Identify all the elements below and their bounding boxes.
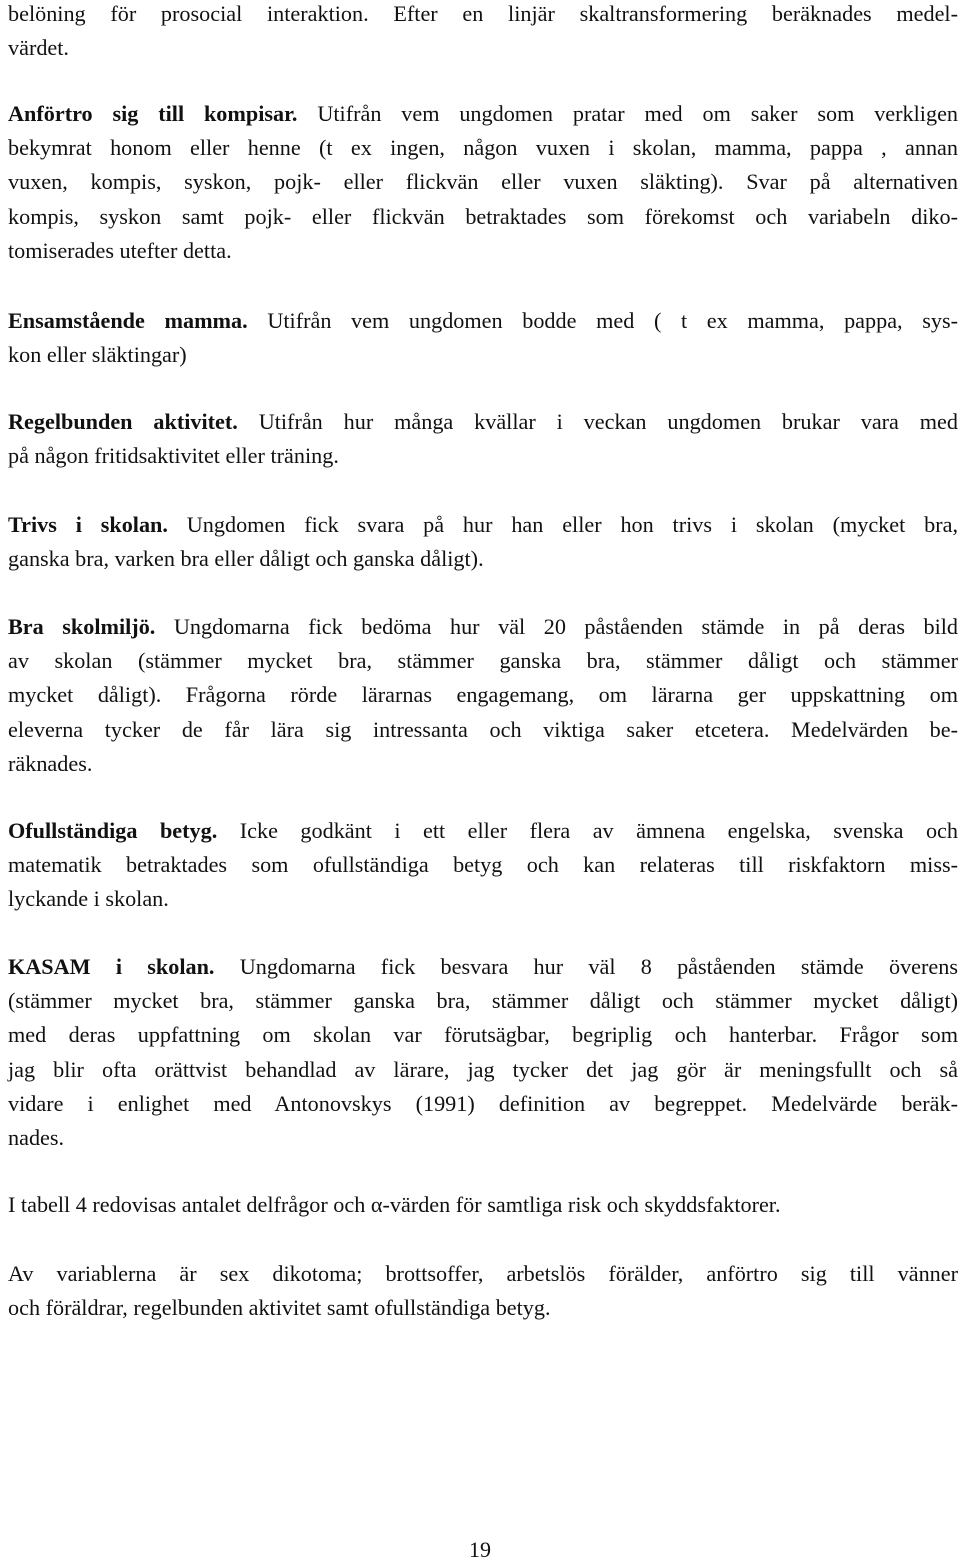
text-line: nades.: [8, 1125, 65, 1151]
text-line: kon eller släktingar): [8, 342, 187, 368]
text-line: [8, 950, 958, 984]
paragraph-heading: Ofullständiga betyg.: [8, 818, 218, 843]
text-run: Utifrån vem ungdomen pratar med om saker som verkligen: [297, 101, 959, 126]
text-line: (stämmer mycket bra, stämmer ganska bra, stämmer dåligt och stämmer mycket dåligt): [8, 988, 958, 1014]
paragraph-heading: Anförtro sig till kompisar.: [8, 101, 298, 126]
text-run: Utifrån vem ungdomen bodde med ( t ex mamma, pappa, sys-: [247, 308, 958, 333]
text-line: belöning för prosocial interaktion. Efter en linjär skaltransformering beräknades medel-: [8, 1, 958, 26]
paragraph-regelbunden: [8, 405, 958, 473]
text-line: jag blir ofta orättvist behandlad av lärare, jag tycker det jag gör är meningsfullt och så: [8, 1056, 958, 1082]
text-line: på någon fritidsaktivitet eller träning.: [8, 443, 339, 469]
text-line: tomiserades utefter detta.: [8, 237, 232, 263]
text-line: med deras uppfattning om skolan var förutsägbar, begriplig och hanterbar. Frågor som: [8, 1022, 958, 1048]
text-run: Ungdomarna fick bedöma hur väl 20 påståenden stämde in på deras bild: [155, 614, 958, 639]
paragraph-skolmiljo: [8, 610, 958, 781]
text-line: [8, 405, 958, 439]
text-line: vidare i enlighet med Antonovskys (1991) definition av begreppet. Medelvärde beräk-: [8, 1090, 958, 1116]
text-line: [8, 304, 958, 338]
text-line: [8, 610, 958, 644]
paragraph-heading: Trivs i skolan.: [8, 512, 168, 537]
paragraph-trivs: [8, 508, 958, 576]
paragraph-variablerna: [8, 1257, 958, 1325]
text-line: av skolan (stämmer mycket bra, stämmer ganska bra, stämmer dåligt och stämmer: [8, 648, 958, 674]
text-run: Utifrån hur många kvällar i veckan ungdomen brukar vara med: [237, 409, 958, 434]
text-line: [8, 97, 958, 131]
paragraph-kasam: [8, 950, 958, 1155]
text-line: och föräldrar, regelbunden aktivitet samt ofullständiga betyg.: [8, 1295, 551, 1321]
text-run: Ungdomarna fick besvara hur väl 8 påståenden stämde överens: [214, 954, 958, 979]
text-line: eleverna tycker de får lära sig intressanta och viktiga saker etcetera. Medelvärden be-: [8, 716, 958, 742]
paragraph-ofullstandiga: [8, 814, 958, 917]
page-number: 19: [469, 1537, 491, 1562]
text-line: vuxen, kompis, syskon, pojk- eller flickvän eller vuxen släkting). Svar på alternativen: [8, 169, 958, 195]
text-line: [8, 508, 958, 542]
text-line: värdet.: [8, 35, 69, 61]
text-line: ganska bra, varken bra eller dåligt och ganska dåligt).: [8, 546, 484, 572]
paragraph-continuation: [8, 0, 958, 65]
paragraph-heading: Bra skolmiljö.: [8, 614, 156, 639]
text-line: kompis, syskon samt pojk- eller flickvän betraktades som förekomst och variabeln diko-: [8, 203, 958, 229]
paragraph-heading: KASAM i skolan.: [8, 954, 215, 979]
paragraph-anfortro: [8, 97, 958, 268]
text-line: bekymrat honom eller henne (t ex ingen, någon vuxen i skolan, mamma, pappa , annan: [8, 135, 958, 161]
text-line: matematik betraktades som ofullständiga betyg och kan relateras till riskfaktorn miss-: [8, 852, 958, 878]
text-run: Ungdomen fick svara på hur han eller hon trivs i skolan (mycket bra,: [167, 512, 958, 537]
paragraph-heading: Ensamstående mamma.: [8, 308, 248, 333]
text-line: Av variablerna är sex dikotoma; brottsoffer, arbetslös förälder, anförtro sig till vänner: [8, 1261, 958, 1286]
paragraph-ensamstaende: [8, 304, 958, 372]
text-line: [8, 814, 958, 848]
text-line: räknades.: [8, 750, 93, 776]
text-line: I tabell 4 redovisas antalet delfrågor och α-värden för samtliga risk och skyddsfaktorer.: [8, 1192, 781, 1217]
paragraph-heading: Regelbunden aktivitet.: [8, 409, 238, 434]
text-run: Icke godkänt i ett eller flera av ämnena engelska, svenska och: [217, 818, 958, 843]
text-line: mycket dåligt). Frågorna rörde lärarnas engagemang, om lärarna ger uppskattning om: [8, 682, 958, 708]
text-line: lyckande i skolan.: [8, 886, 169, 912]
paragraph-tabell: [8, 1188, 958, 1222]
